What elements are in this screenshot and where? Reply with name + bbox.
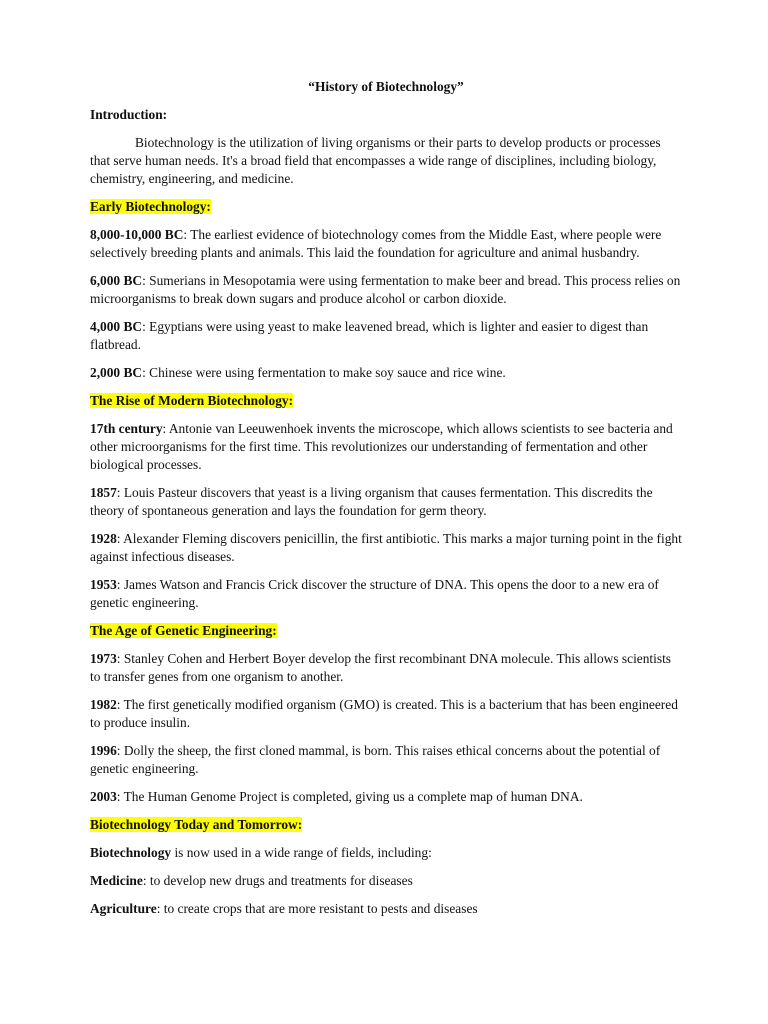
entry-term: 1996 [90, 743, 117, 758]
entry-text: : Alexander Fleming discovers penicillin, the first antibiotic. This marks a major turning point in the fight against infectious diseases. [90, 531, 682, 564]
entry-paragraph [90, 900, 682, 918]
entry-text: : Chinese were using fermentation to make soy sauce and rice wine. [142, 365, 506, 380]
section-heading [90, 622, 682, 640]
entry-term: 1928 [90, 531, 117, 546]
entry-paragraph [90, 844, 682, 862]
entry-term: 1857 [90, 485, 117, 500]
entry-term: 1982 [90, 697, 117, 712]
entry-paragraph [90, 788, 682, 806]
entry-text: : The Human Genome Project is completed, giving us a complete map of human DNA. [116, 789, 583, 804]
entry-paragraph [90, 530, 682, 566]
entry-term: 2003 [90, 789, 117, 804]
entry-term: Agriculture [90, 901, 157, 916]
entry-text: : Dolly the sheep, the first cloned mammal, is born. This raises ethical concerns about the potential of genetic engineering. [90, 743, 661, 776]
entry-text: : The first genetically modified organism (GMO) is created. This is a bacterium that has been engineered to produce insulin. [90, 697, 678, 730]
entry-paragraph [90, 272, 682, 308]
entry-paragraph [90, 226, 682, 262]
entry-text: : Egyptians were using yeast to make leavened bread, which is lighter and easier to digest than flatbread. [90, 319, 649, 352]
highlighted-heading: The Age of Genetic Engineering: [90, 623, 277, 638]
entry-paragraph [90, 650, 682, 686]
entry-text: : Louis Pasteur discovers that yeast is a living organism that causes fermentation. This discredits the theory of spontaneous generation and lays the foundation for germ theory. [90, 485, 653, 518]
entry-term: 6,000 BC [90, 273, 143, 288]
entry-paragraph [90, 484, 682, 520]
entry-text: : James Watson and Francis Crick discover the structure of DNA. This opens the door to a new era of genetic engineering. [90, 577, 659, 610]
entry-term: Medicine [90, 873, 143, 888]
highlighted-heading: The Rise of Modern Biotechnology: [90, 393, 294, 408]
entry-text: : Stanley Cohen and Herbert Boyer develop the first recombinant DNA molecule. This allows scientists to transfer genes from one organism to another. [90, 651, 672, 684]
entry-paragraph [90, 696, 682, 732]
section-early [90, 198, 682, 382]
section-heading [90, 816, 682, 834]
section-modern [90, 392, 682, 612]
entry-text: : Sumerians in Mesopotamia were using fermentation to make beer and bread. This process relies on microorganisms to break down sugars and produce alcohol or carbon dioxide. [90, 273, 681, 306]
entry-term: 4,000 BC [90, 319, 143, 334]
intro-heading: Introduction: [90, 107, 168, 122]
entry-term: 8,000-10,000 BC [90, 227, 184, 242]
entry-text: : to develop new drugs and treatments for diseases [142, 873, 413, 888]
document-page [90, 78, 682, 928]
entry-term: Biotechnology [90, 845, 172, 860]
entry-paragraph [90, 576, 682, 612]
entry-term: 1953 [90, 577, 117, 592]
entry-text: : The earliest evidence of biotechnology comes from the Middle East, where people were selectively breeding plants and animals. This laid the foundation for agriculture and animal husbandry. [90, 227, 662, 260]
entry-paragraph [90, 420, 682, 474]
entry-text: is now used in a wide range of fields, including: [171, 845, 432, 860]
entry-paragraph [90, 872, 682, 890]
entry-paragraph [90, 742, 682, 778]
section-genetic-engineering [90, 622, 682, 806]
document-title: “History of Biotechnology” [308, 79, 464, 94]
section-heading [90, 198, 682, 216]
entry-text: : Antonie van Leeuwenhoek invents the microscope, which allows scientists to see bacteria and other microorganisms for the first time. This revolutionizes our understanding of fermentation and other biological processes. [90, 421, 673, 472]
highlighted-heading: Biotechnology Today and Tomorrow: [90, 817, 303, 832]
highlighted-heading: Early Biotechnology: [90, 199, 211, 214]
entry-term: 2,000 BC [90, 365, 143, 380]
intro-paragraph: Biotechnology is the utilization of living organisms or their parts to develop products or processes that serve human needs. It's a broad field that encompasses a wide range of disciplines, including biology, chemistry, engineering, and medicine. [90, 135, 661, 186]
section-heading [90, 392, 682, 410]
entry-term: 17th century [90, 421, 163, 436]
entry-paragraph [90, 364, 682, 382]
entry-paragraph [90, 318, 682, 354]
entry-text: : to create crops that are more resistant to pests and diseases [156, 901, 478, 916]
entry-term: 1973 [90, 651, 117, 666]
section-today-tomorrow [90, 816, 682, 918]
